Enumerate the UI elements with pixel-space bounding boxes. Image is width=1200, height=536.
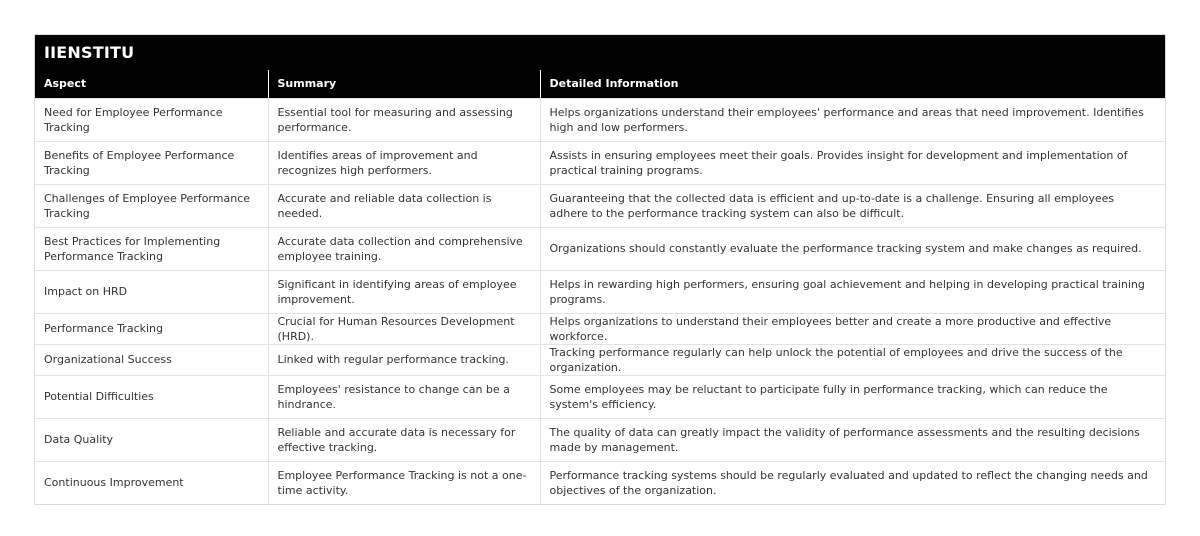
summary-cell: Employee Performance Tracking is not a one-time activity. (268, 461, 540, 504)
table-row (35, 313, 1165, 344)
summary-cell: Accurate and reliable data collection is needed. (268, 184, 540, 227)
aspect-cell: Benefits of Employee Performance Tracking (35, 141, 268, 184)
info-table (35, 70, 1165, 504)
summary-cell: Employees' resistance to change can be a hindrance. (268, 375, 540, 418)
aspect-cell: Impact on HRD (35, 270, 268, 313)
brand-title: IIENSTITU (35, 35, 1165, 70)
detail-cell: Tracking performance regularly can help unlock the potential of employees and drive the success of the organization. (540, 344, 1165, 375)
detail-cell: The quality of data can greatly impact the validity of performance assessments and the resulting decisions made by management. (540, 418, 1165, 461)
summary-cell: Reliable and accurate data is necessary for effective tracking. (268, 418, 540, 461)
aspect-cell: Performance Tracking (35, 313, 268, 344)
summary-cell: Crucial for Human Resources Development (HRD). (268, 313, 540, 344)
table-row (35, 141, 1165, 184)
table-row (35, 375, 1165, 418)
aspect-cell: Data Quality (35, 418, 268, 461)
summary-cell: Accurate data collection and comprehensive employee training. (268, 227, 540, 270)
table-row (35, 98, 1165, 141)
table-row (35, 461, 1165, 504)
table-row (35, 184, 1165, 227)
table-row (35, 270, 1165, 313)
table-row (35, 227, 1165, 270)
detail-cell: Helps in rewarding high performers, ensuring goal achievement and helping in developing practical training programs. (540, 270, 1165, 313)
summary-cell: Linked with regular performance tracking. (268, 344, 540, 375)
detail-cell: Organizations should constantly evaluate the performance tracking system and make changes as required. (540, 227, 1165, 270)
column-header-aspect: Aspect (35, 70, 268, 98)
table-row (35, 418, 1165, 461)
column-header-detailed-information: Detailed Information (540, 70, 1165, 98)
aspect-cell: Need for Employee Performance Tracking (35, 98, 268, 141)
detail-cell: Assists in ensuring employees meet their goals. Provides insight for development and implementation of practical training programs. (540, 141, 1165, 184)
aspect-cell: Best Practices for Implementing Performance Tracking (35, 227, 268, 270)
summary-cell: Significant in identifying areas of employee improvement. (268, 270, 540, 313)
table-header-row (35, 70, 1165, 98)
aspect-cell: Potential Difficulties (35, 375, 268, 418)
summary-cell: Essential tool for measuring and assessing performance. (268, 98, 540, 141)
detail-cell: Guaranteeing that the collected data is efficient and up-to-date is a challenge. Ensuring all employees adhere to the performance tracking system can also be difficult. (540, 184, 1165, 227)
info-table-container (34, 34, 1166, 505)
column-header-summary: Summary (268, 70, 540, 98)
table-row (35, 344, 1165, 375)
detail-cell: Performance tracking systems should be regularly evaluated and updated to reflect the changing needs and objectives of the organization. (540, 461, 1165, 504)
detail-cell: Helps organizations understand their employees' performance and areas that need improvement. Identifies high and low performers. (540, 98, 1165, 141)
aspect-cell: Organizational Success (35, 344, 268, 375)
detail-cell: Some employees may be reluctant to participate fully in performance tracking, which can reduce the system's efficiency. (540, 375, 1165, 418)
detail-cell: Helps organizations to understand their employees better and create a more productive and effective workforce. (540, 313, 1165, 344)
aspect-cell: Continuous Improvement (35, 461, 268, 504)
aspect-cell: Challenges of Employee Performance Tracking (35, 184, 268, 227)
summary-cell: Identifies areas of improvement and recognizes high performers. (268, 141, 540, 184)
